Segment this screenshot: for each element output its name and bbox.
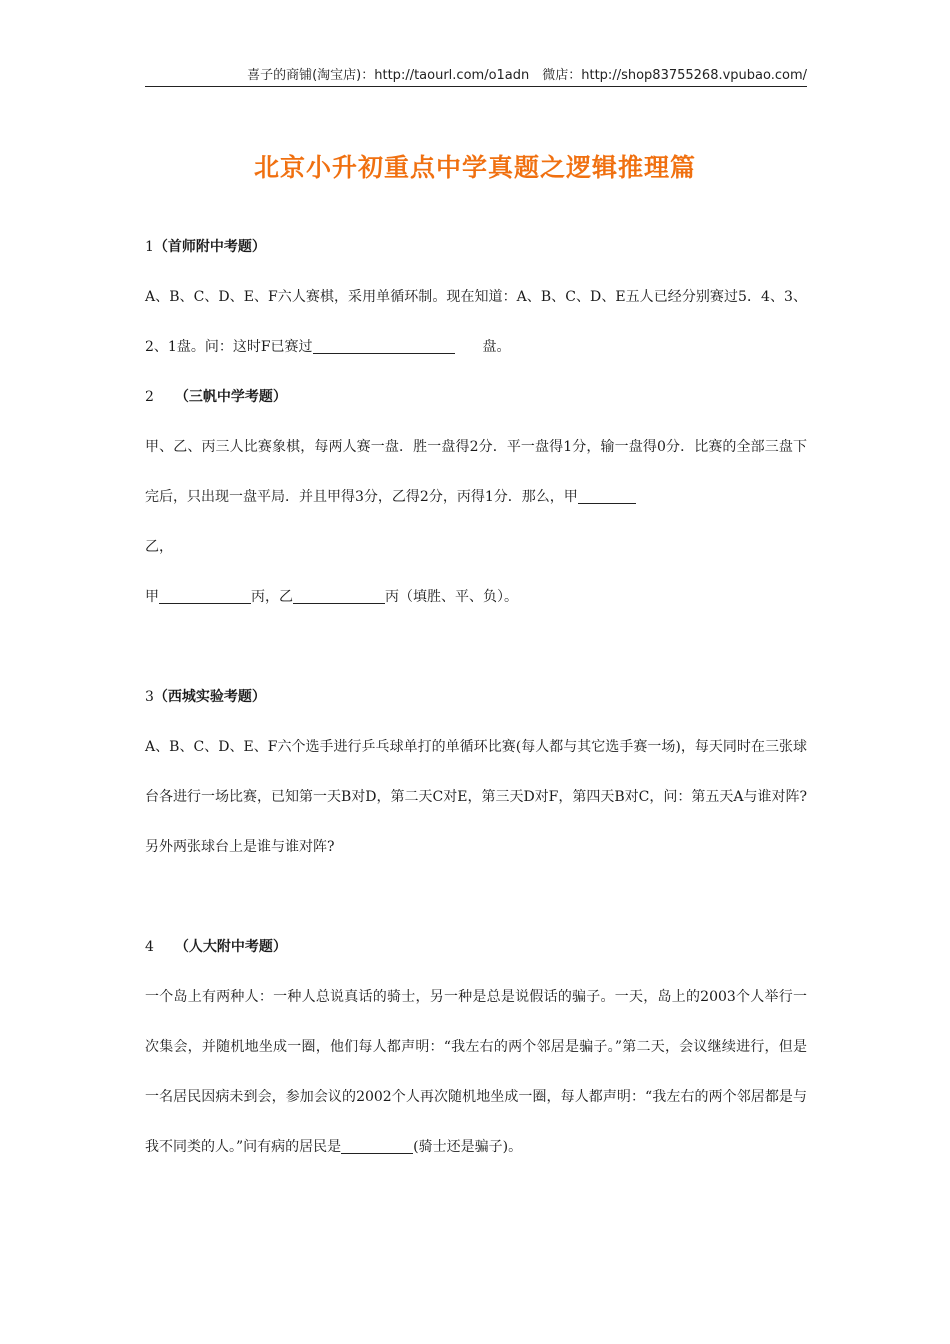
header-divider — [145, 86, 807, 87]
question-4-number: 4 — [145, 939, 154, 955]
question-1-source: （首师附中考题） — [153, 239, 266, 255]
question-2-body: 甲、乙、丙三人比赛象棋，每两人赛一盘．胜一盘得2分．平一盘得1分，输一盘得0分．比赛的全部三盘下完后，只出现一盘平局．并且甲得3分，乙得2分，丙得1分．那么，甲 — [145, 439, 807, 505]
question-2-text — [145, 422, 807, 572]
question-4-heading — [145, 922, 807, 972]
question-2-fill-line — [145, 572, 807, 622]
answer-blank-1[interactable] — [313, 337, 455, 354]
question-1-heading — [145, 222, 807, 272]
spacer — [145, 872, 807, 922]
answer-blank-2a[interactable] — [578, 487, 636, 504]
question-3-heading — [145, 672, 807, 722]
question-3-source: （西城实验考题） — [153, 689, 266, 705]
question-2-line2: 乙， — [145, 539, 173, 555]
question-1-tail: 盘。 — [482, 339, 511, 355]
question-4-source: （人大附中考题） — [181, 939, 287, 955]
spacer — [145, 622, 807, 672]
answer-blank-2c[interactable] — [293, 587, 385, 604]
question-4-text — [145, 972, 807, 1172]
page-header: 喜子的商铺(淘宝店)：http://taourl.com/o1adn 微店：http://shop83755268.vpubao.com/ — [247, 68, 807, 83]
question-2-jia: 甲 — [145, 589, 159, 605]
question-1-body: A、B、C、D、E、F六人赛棋，采用单循环制。现在知道：A、B、C、D、E五人已经分别赛过5．4、3、2、1盘。问：这时F已赛过 — [145, 289, 807, 355]
question-2-tail: 丙（填胜、平、负）。 — [385, 589, 518, 605]
question-3-text: A、B、C、D、E、F六个选手进行乒乓球单打的单循环比赛(每人都与其它选手赛一场)，每天同时在三张球台各进行一场比赛，已知第一天B对D，第二天C对E，第三天D对F，第四天B对C，问：第五天A与谁对阵?另外两张球台上是谁与谁对阵? — [145, 739, 807, 855]
question-2-heading — [145, 372, 807, 422]
answer-blank-2b[interactable] — [159, 587, 251, 604]
question-2-number: 2 — [145, 389, 154, 405]
page-title: 北京小升初重点中学真题之逻辑推理篇 — [253, 153, 696, 182]
question-2-mid: 丙，乙 — [251, 589, 293, 605]
question-3-number: 3 — [145, 689, 154, 705]
question-1-number: 1 — [145, 239, 154, 255]
answer-blank-4[interactable] — [341, 1137, 413, 1154]
document-body — [145, 222, 807, 1172]
question-4-body: 一个岛上有两种人：一种人总说真话的骑士，另一种是总是说假话的骗子。一天，岛上的2003个人举行一次集会，并随机地坐成一圈，他们每人都声明：“我左右的两个邻居是骗子。”第二天，会议继续进行，但是一名居民因病未到会，参加会议的2002个人再次随机地坐成一圈，每人都声明：“我左右的两个邻居都是与我不同类的人。”问有病的居民是 — [145, 989, 807, 1155]
question-4-tail: (骑士还是骗子)。 — [413, 1139, 523, 1155]
question-2-source: （三帆中学考题） — [181, 389, 287, 405]
question-1-text — [145, 272, 807, 372]
